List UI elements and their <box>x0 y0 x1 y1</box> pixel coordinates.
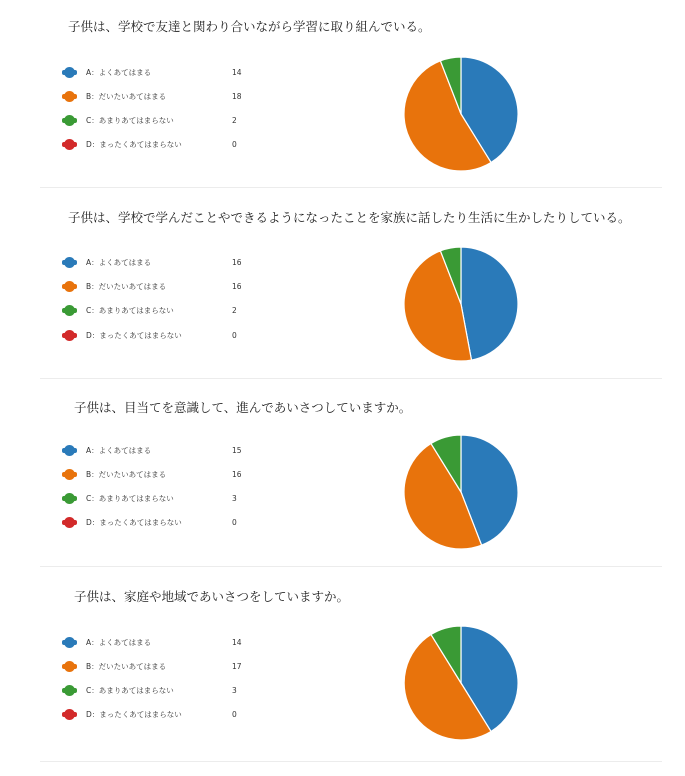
legend-count: 2 <box>232 116 237 125</box>
legend-count: 0 <box>232 140 237 149</box>
legend-label: B：だいたいあてはまる <box>86 282 167 291</box>
legend-label: D：まったくあてはまらない <box>86 710 182 719</box>
question-title: 子供は、目当てを意識して、進んであいさつしていますか。 <box>74 400 412 415</box>
legend-label: D：まったくあてはまらない <box>86 331 182 340</box>
legend-swatch-icon <box>64 661 75 672</box>
legend-count: 16 <box>232 470 242 479</box>
pie-chart <box>402 245 520 363</box>
legend-count: 18 <box>232 92 242 101</box>
section-divider <box>40 566 662 567</box>
legend-item <box>64 115 264 129</box>
legend-swatch-icon <box>64 517 75 528</box>
legend-label: C：あまりあてはまらない <box>86 686 174 695</box>
question-title: 子供は、家庭や地域であいさつをしていますか。 <box>74 589 350 604</box>
legend-count: 3 <box>232 494 237 503</box>
legend-item <box>64 469 264 483</box>
legend-swatch-icon <box>64 709 75 720</box>
legend-swatch-icon <box>64 67 75 78</box>
legend-item <box>64 257 264 271</box>
legend-label: D：まったくあてはまらない <box>86 518 182 527</box>
legend-item <box>64 445 264 459</box>
pie-slice-a <box>461 247 518 360</box>
legend-count: 15 <box>232 446 242 455</box>
legend-label: C：あまりあてはまらない <box>86 116 174 125</box>
question-title: 子供は、学校で学んだことやできるようになったことを家族に話したり生活に生かしたりしている。 <box>68 210 631 225</box>
legend-count: 16 <box>232 282 242 291</box>
legend-item <box>64 91 264 105</box>
legend-swatch-icon <box>64 257 75 268</box>
section-divider <box>40 378 662 379</box>
legend-item <box>64 637 264 651</box>
legend-label: A：よくあてはまる <box>86 258 152 267</box>
legend-count: 3 <box>232 686 237 695</box>
legend-label: D：まったくあてはまらない <box>86 140 182 149</box>
legend-swatch-icon <box>64 139 75 150</box>
legend-label: A：よくあてはまる <box>86 446 152 455</box>
legend-count: 0 <box>232 518 237 527</box>
legend-label: A：よくあてはまる <box>86 68 152 77</box>
legend-count: 0 <box>232 331 237 340</box>
legend-swatch-icon <box>64 469 75 480</box>
section-divider <box>40 761 662 762</box>
legend-item <box>64 281 264 295</box>
section-divider <box>40 187 662 188</box>
legend-label: B：だいたいあてはまる <box>86 470 167 479</box>
legend-label: C：あまりあてはまらない <box>86 306 174 315</box>
legend-count: 16 <box>232 258 242 267</box>
legend-swatch-icon <box>64 330 75 341</box>
legend-swatch-icon <box>64 445 75 456</box>
question-title: 子供は、学校で友達と関わり合いながら学習に取り組んでいる。 <box>68 19 431 34</box>
legend-item <box>64 493 264 507</box>
legend-swatch-icon <box>64 493 75 504</box>
legend-item <box>64 661 264 675</box>
legend-count: 14 <box>232 638 242 647</box>
legend-swatch-icon <box>64 685 75 696</box>
legend-label: C：あまりあてはまらない <box>86 494 174 503</box>
legend-item <box>64 67 264 81</box>
legend-item <box>64 685 264 699</box>
legend-count: 2 <box>232 306 237 315</box>
legend-label: B：だいたいあてはまる <box>86 662 167 671</box>
legend-count: 17 <box>232 662 242 671</box>
legend-item <box>64 709 264 723</box>
legend-label: B：だいたいあてはまる <box>86 92 167 101</box>
legend-item <box>64 139 264 153</box>
pie-chart <box>402 624 520 742</box>
legend-item <box>64 330 264 344</box>
legend-item <box>64 517 264 531</box>
legend-label: A：よくあてはまる <box>86 638 152 647</box>
pie-chart <box>402 55 520 173</box>
legend-item <box>64 305 264 319</box>
legend-swatch-icon <box>64 115 75 126</box>
legend-count: 0 <box>232 710 237 719</box>
legend-swatch-icon <box>64 91 75 102</box>
pie-chart <box>402 433 520 551</box>
legend-count: 14 <box>232 68 242 77</box>
legend-swatch-icon <box>64 305 75 316</box>
legend-swatch-icon <box>64 637 75 648</box>
legend-swatch-icon <box>64 281 75 292</box>
